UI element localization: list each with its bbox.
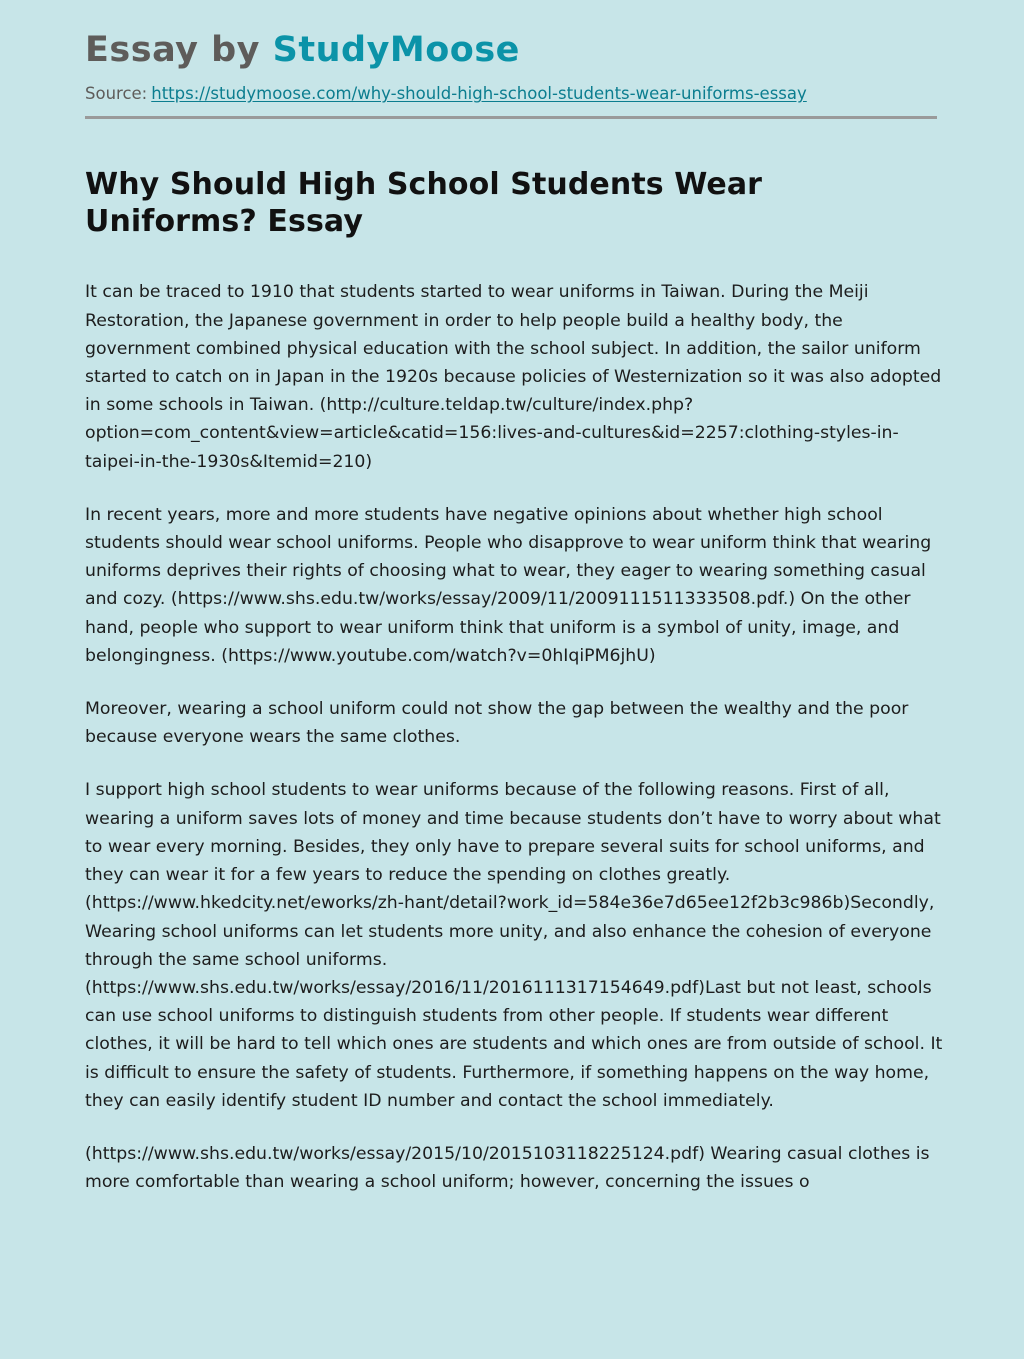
essay-paragraph: I support high school students to wear uniforms because of the following reasons. First of all, wearing a uniform saves lots of money and time because students don’t have to worry about what to wear every morning. Besides, they only have to prepare several suits for school uniforms, and they can wear it for a few years to reduce the spending on clothes greatly. (https://www.hkedcity.net/eworks/zh-hant/detail?work_id=584e36e7d65ee12f2b3c986b)Secondly, Wearing school uniforms can let students more unity, and also enhance the cohesion of everyone through the same school uniforms. (https://www.shs.edu.tw/works/essay/2016/11/2016111317154649.pdf)Last but not least, schools can use school uniforms to distinguish students from other people. If students wear different clothes, it will be hard to tell which ones are students and which ones are from outside of school. It is difficult to ensure the safety of students. Furthermore, if something happens on the way home, they can easily identify student ID number and contact the school immediately. — [85, 780, 948, 1111]
source-label: Source: — [85, 84, 148, 104]
brand-name-text: StudyMoose — [272, 30, 520, 70]
essay-content — [0, 167, 1024, 1196]
essay-paragraph: It can be traced to 1910 that students started to wear uniforms in Taiwan. During the Meiji Restoration, the Japanese government in order to help people build a healthy body, the government combined physical education with the school subject. In addition, the sailor uniform started to catch on in Japan in the 1920s because policies of Westernization so it was also adopted in some schools in Taiwan. (http://culture.teldap.tw/culture/index.php?option=com_content&view=article&catid=156:lives-and-cultures&id=2257:clothing-styles-in-taipei-in-the-1930s&Itemid=210) — [85, 282, 947, 472]
source-url-link[interactable]: https://studymoose.com/why-should-high-school-students-wear-uniforms-essay — [151, 84, 807, 104]
brand-title — [85, 24, 944, 70]
brand-prefix-text: Essay by — [85, 30, 273, 70]
essay-paragraph: Moreover, wearing a school uniform could not show the gap between the wealthy and the poor because everyone wears the same clothes. — [85, 699, 914, 748]
essay-body — [85, 278, 948, 1196]
page-title: Why Should High School Students Wear Uniforms? Essay — [85, 167, 763, 239]
source-line — [85, 84, 944, 103]
essay-paragraph: (https://www.shs.edu.tw/works/essay/2015/10/2015103118225124.pdf) Wearing casual clothes is more comfortable than wearing a school uniform; however, concerning the issues o — [85, 1143, 936, 1193]
header-divider — [85, 116, 937, 119]
essay-paragraph: In recent years, more and more students have negative opinions about whether high school students should wear school uniforms. People who disapprove to wear uniform think that wearing uniforms deprives their rights of choosing what to wear, they eager to wearing something casual and cozy. (https://www.shs.edu.tw/works/essay/2009/11/2009111511333508.pdf.) On the other hand, people who support to wear uniform think that uniform is a symbol of unity, image, and belongingness. (https://www.youtube.com/watch?v=0hIqiPM6jhU) — [85, 504, 937, 666]
page-header — [0, 0, 1024, 119]
